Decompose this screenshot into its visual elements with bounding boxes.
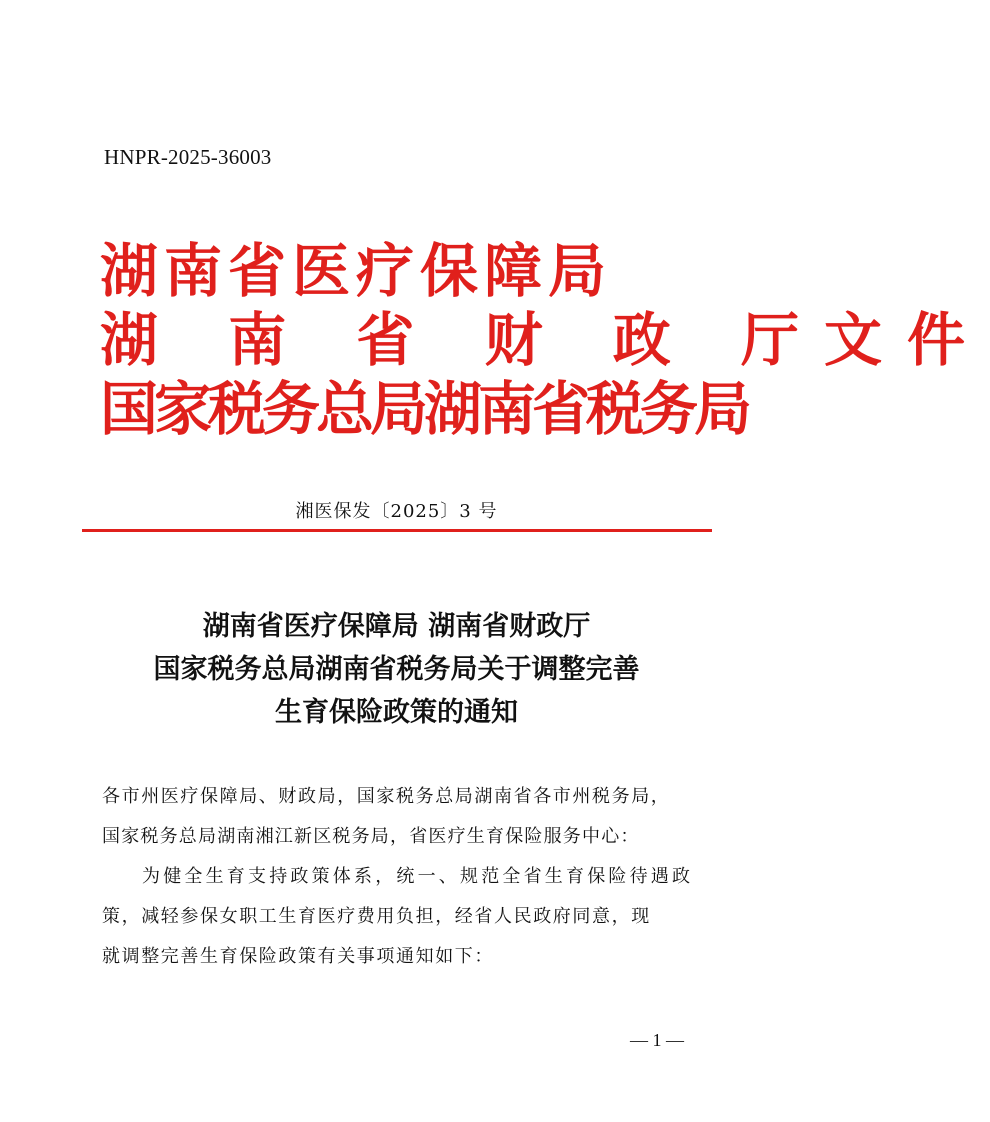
document-code: HNPR-2025-36003 <box>104 145 272 169</box>
title-line: 湖南省医疗保障局 湖南省财政厅 <box>202 611 591 642</box>
addressee-line: 各市州医疗保障局、财政局，国家税务总局湖南省各市州税务局， <box>102 786 671 807</box>
addressee-line: 国家税务总局湖南湘江新区税务局，省医疗生育保险服务中心： <box>102 826 640 847</box>
issuer-line-medical-security: 湖南省医疗保障局 <box>100 237 613 305</box>
body-paragraph-line: 就调整完善生育保险政策有关事项通知如下： <box>102 946 494 967</box>
red-divider <box>82 529 712 532</box>
document-number: 湘医保发〔2025〕3 号 <box>295 501 498 522</box>
title-line: 生育保险政策的通知 <box>275 697 518 728</box>
issuer-line-finance: 湖 南 省 财 政 厅文件 <box>100 306 990 374</box>
document-title <box>0 605 793 734</box>
page-number: — 1 — <box>630 1030 684 1050</box>
title-line: 国家税务总局湖南省税务局关于调整完善 <box>153 654 640 685</box>
body-paragraph-line: 为健全生育支持政策体系，统一、规范全省生育保险待遇政 <box>142 866 694 887</box>
body-paragraph-line: 策，减轻参保女职工生育医疗费用负担，经省人民政府同意，现 <box>102 906 651 927</box>
issuer-line-tax: 国家税务总局湖南省税务局 <box>100 375 749 443</box>
document-body <box>102 777 702 977</box>
